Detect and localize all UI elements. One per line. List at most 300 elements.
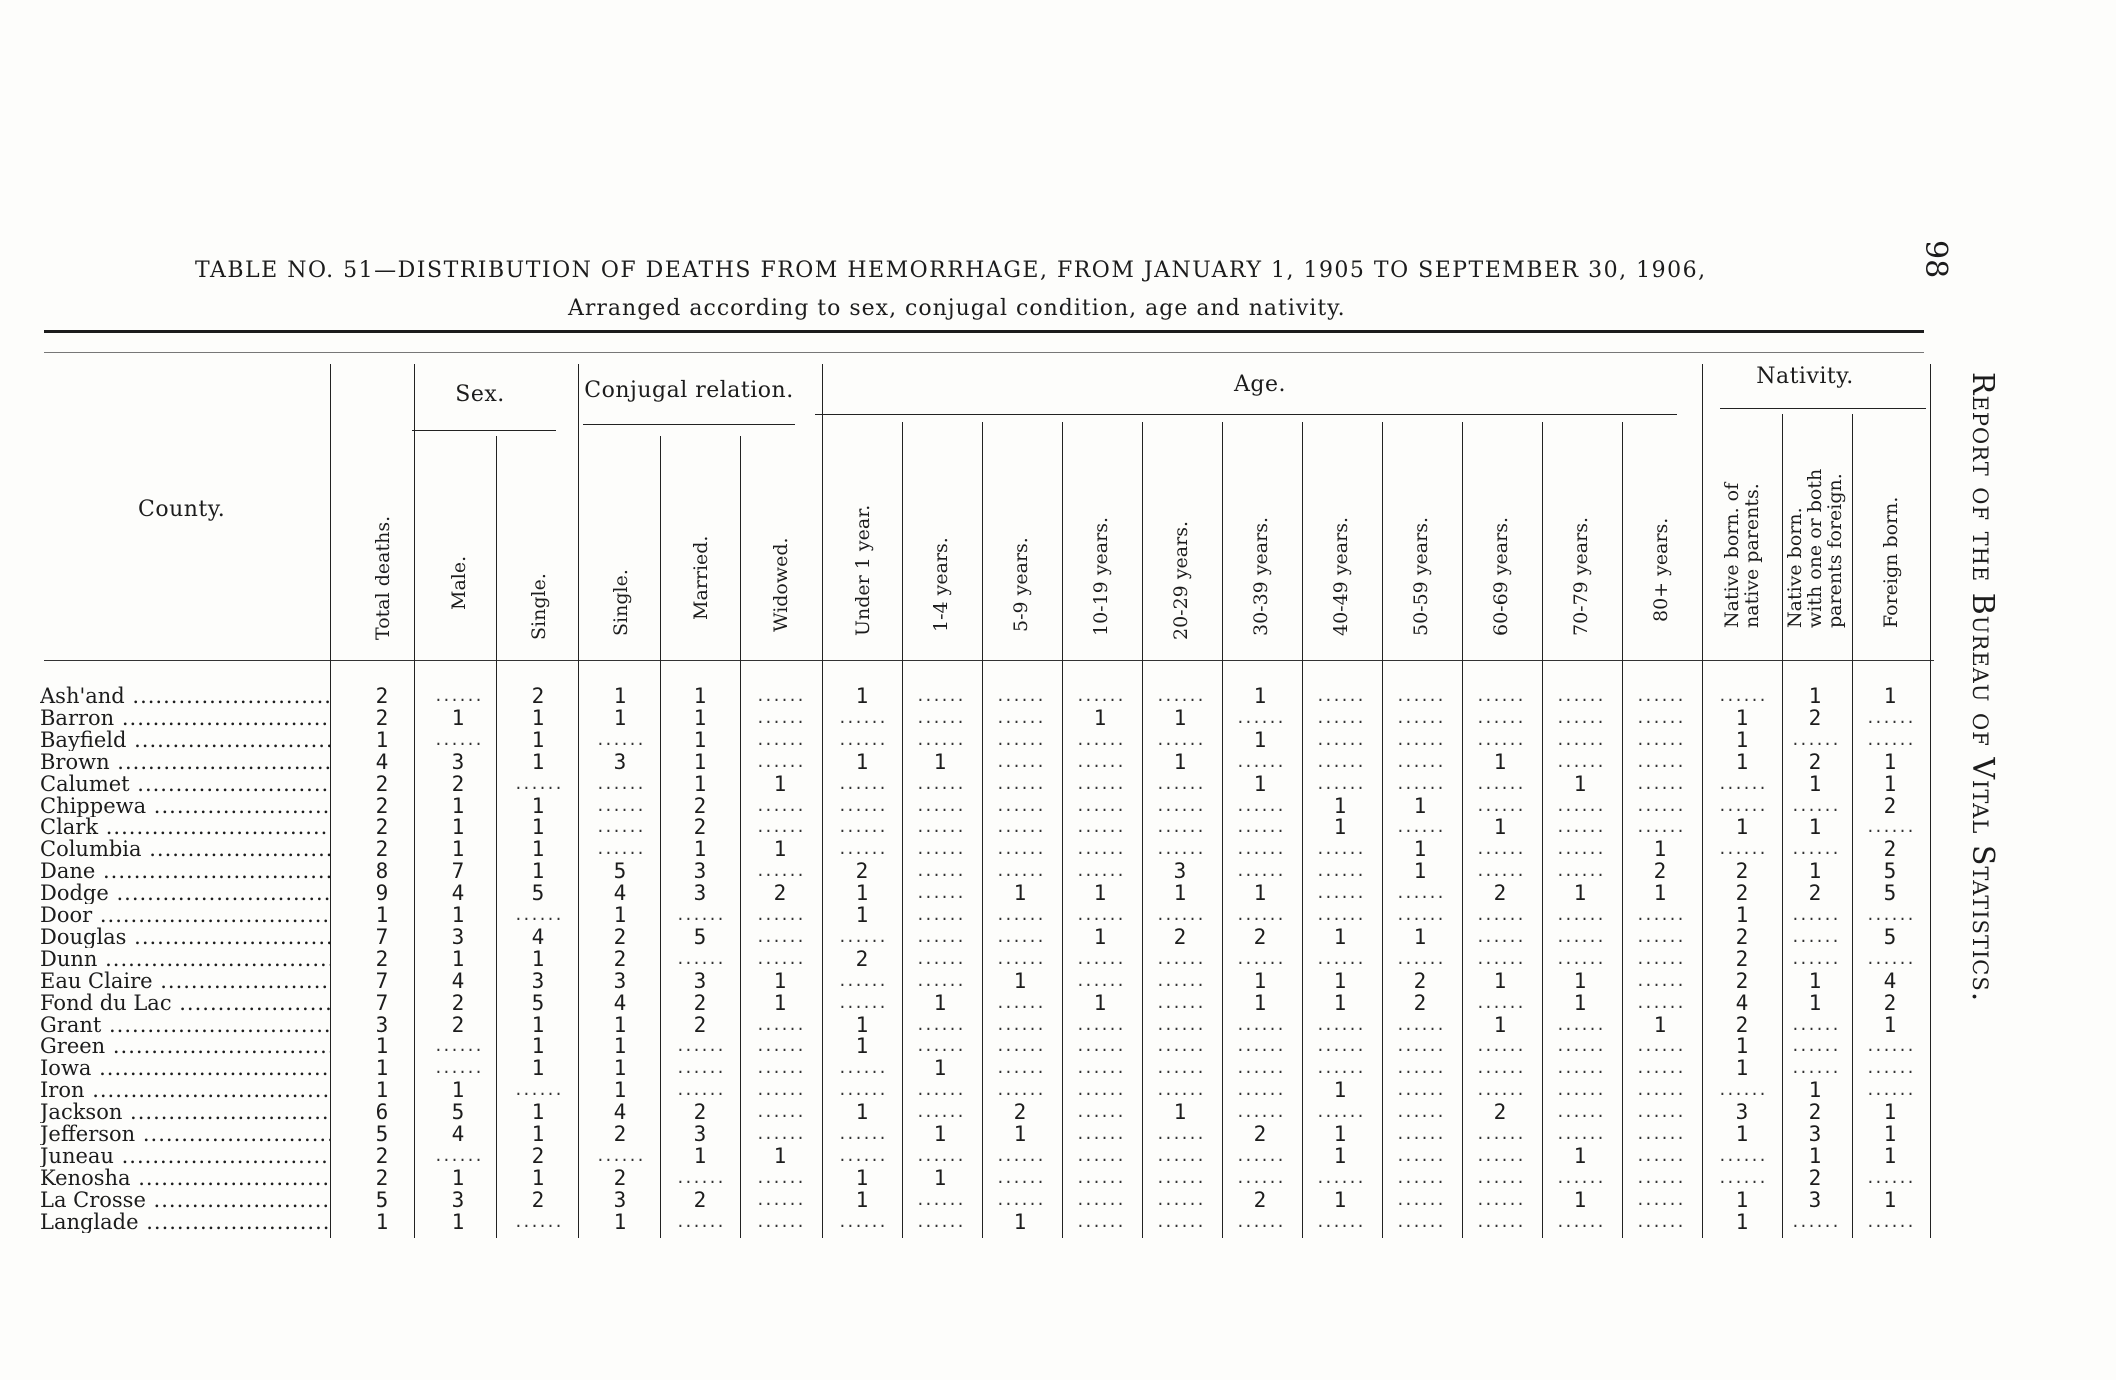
table-cell: 2 bbox=[855, 859, 869, 884]
table-row bbox=[0, 883, 1940, 905]
table-cell: ...... bbox=[1155, 1212, 1205, 1231]
table-cell: 2 bbox=[1493, 881, 1507, 906]
table-cell: ...... bbox=[513, 774, 563, 793]
table-cell: ...... bbox=[995, 1037, 1045, 1056]
table-cell: ...... bbox=[995, 1015, 1045, 1034]
table-cell: ...... bbox=[1235, 796, 1285, 815]
county-name: Barron ..... bbox=[40, 708, 330, 729]
table-cell: 1 bbox=[1883, 1143, 1897, 1168]
table-cell: ...... bbox=[915, 1103, 965, 1122]
table-cell: 2 bbox=[375, 946, 389, 971]
table-cell: ...... bbox=[1865, 1168, 1915, 1187]
table-cell: ...... bbox=[915, 971, 965, 990]
table-cell: 1 bbox=[1333, 1078, 1347, 1103]
table-row bbox=[0, 705, 1940, 730]
table-cell: 2 bbox=[1735, 859, 1749, 884]
table-cell: ...... bbox=[1075, 1037, 1125, 1056]
table-cell: 1 bbox=[1735, 903, 1749, 927]
table-cell: 1 bbox=[1808, 684, 1822, 708]
table-cell: ...... bbox=[915, 884, 965, 903]
table-cell: ...... bbox=[1475, 1037, 1525, 1056]
table-cell: 1 bbox=[1333, 1187, 1347, 1212]
table-cell: 2 bbox=[451, 1012, 465, 1037]
table-cell: ...... bbox=[755, 1190, 805, 1209]
table-cell: ...... bbox=[1235, 1103, 1285, 1122]
table-cell: 3 bbox=[451, 1187, 465, 1212]
table-cell: ...... bbox=[675, 1168, 725, 1187]
table-cell: 1 bbox=[1735, 1056, 1749, 1081]
table-cell: 1 bbox=[1808, 968, 1822, 993]
table-cell: 3 bbox=[451, 749, 465, 774]
table-cell: ...... bbox=[675, 1037, 725, 1056]
table-cell: ...... bbox=[1315, 862, 1365, 881]
nativity-group-rule bbox=[1720, 408, 1926, 409]
table-cell: ...... bbox=[755, 1168, 805, 1187]
table-cell: ...... bbox=[1395, 949, 1445, 968]
table-cell: 3 bbox=[1808, 1187, 1822, 1212]
table-row bbox=[0, 1102, 1940, 1124]
table-cell: ...... bbox=[1635, 906, 1685, 924]
table-cell: ...... bbox=[837, 1081, 887, 1100]
table-cell: ...... bbox=[433, 730, 483, 749]
table-cell: 2 bbox=[1808, 881, 1822, 906]
table-cell: ...... bbox=[1155, 1081, 1205, 1100]
table-cell: ...... bbox=[1475, 862, 1525, 881]
table-cell: ...... bbox=[433, 1037, 483, 1056]
table-cell: 1 bbox=[855, 881, 869, 906]
table-cell: ...... bbox=[837, 708, 887, 727]
table-cell: 5 bbox=[1883, 924, 1897, 949]
table-cell: ...... bbox=[995, 796, 1045, 815]
table-cell: ...... bbox=[1315, 687, 1365, 705]
table-cell: ...... bbox=[1635, 971, 1685, 990]
table-subtitle: Arranged according to sex, conjugal condition, age and nativity. bbox=[568, 296, 1346, 321]
running-head: Report of the Bureau of Vital Statistics. bbox=[1965, 372, 2000, 1003]
table-cell: ...... bbox=[915, 1146, 965, 1165]
conjugal-group-rule bbox=[583, 424, 795, 425]
table-row bbox=[0, 817, 1940, 839]
table-cell: ...... bbox=[1075, 1103, 1125, 1122]
table-cell: ...... bbox=[433, 687, 483, 705]
table-cell: ...... bbox=[1075, 1059, 1125, 1078]
county-name: Fond du Lac ..... bbox=[40, 993, 330, 1014]
table-cell: 5 bbox=[1883, 859, 1897, 884]
table-cell: 1 bbox=[1735, 1122, 1749, 1146]
county-name: Brown ..... bbox=[40, 752, 330, 773]
table-cell: ...... bbox=[1717, 1081, 1767, 1100]
table-cell: 1 bbox=[531, 727, 545, 752]
table-cell: 1 bbox=[1253, 771, 1267, 796]
table-cell: ...... bbox=[837, 796, 887, 815]
table-cell: 1 bbox=[451, 1078, 465, 1103]
table-cell: 1 bbox=[1493, 749, 1507, 774]
table-cell: 2 bbox=[1253, 924, 1267, 949]
table-cell: ...... bbox=[1155, 1168, 1205, 1187]
table-cell: ...... bbox=[1717, 1146, 1767, 1165]
table-cell: ...... bbox=[755, 818, 805, 837]
county-name: La Crosse ..... bbox=[40, 1190, 330, 1211]
table-cell: ...... bbox=[1555, 687, 1605, 705]
table-cell: ...... bbox=[1635, 1168, 1685, 1187]
table-cell: ...... bbox=[755, 1059, 805, 1078]
table-cell: 1 bbox=[773, 837, 787, 862]
table-cell: ...... bbox=[1075, 906, 1125, 924]
table-cell: 1 bbox=[693, 1143, 707, 1168]
table-cell: ...... bbox=[1555, 1103, 1605, 1122]
table-cell: ...... bbox=[1475, 906, 1525, 924]
table-cell: ...... bbox=[1075, 1168, 1125, 1187]
table-cell: ...... bbox=[1155, 840, 1205, 859]
table-cell: 1 bbox=[1808, 859, 1822, 884]
table-cell: 1 bbox=[531, 859, 545, 884]
table-cell: ...... bbox=[1475, 774, 1525, 793]
county-name: Columbia ..... bbox=[40, 839, 330, 860]
table-cell: ...... bbox=[1155, 1059, 1205, 1078]
table-cell: ...... bbox=[995, 840, 1045, 859]
column-header-label: Male. bbox=[448, 555, 470, 610]
table-cell: ...... bbox=[1790, 1059, 1840, 1078]
table-cell: 2 bbox=[1808, 705, 1822, 730]
table-cell: ...... bbox=[1635, 687, 1685, 705]
table-cell: 2 bbox=[855, 946, 869, 971]
table-cell: ...... bbox=[837, 730, 887, 749]
table-row bbox=[0, 1080, 1940, 1102]
table-cell: ...... bbox=[1790, 796, 1840, 815]
table-cell: 5 bbox=[613, 859, 627, 884]
table-cell: 1 bbox=[1573, 881, 1587, 906]
table-row bbox=[0, 861, 1940, 883]
table-cell: 1 bbox=[1173, 705, 1187, 730]
table-cell: 1 bbox=[375, 1209, 389, 1234]
table-cell: ...... bbox=[1717, 687, 1767, 705]
table-cell: ...... bbox=[1155, 993, 1205, 1012]
table-cell: 1 bbox=[1253, 968, 1267, 993]
table-cell: 2 bbox=[531, 1187, 545, 1212]
table-cell: ...... bbox=[1235, 1015, 1285, 1034]
table-cell: 3 bbox=[613, 749, 627, 774]
column-header-label: 60-69 years. bbox=[1490, 517, 1512, 636]
table-cell: 3 bbox=[1173, 859, 1187, 884]
table-cell: 2 bbox=[1253, 1122, 1267, 1146]
table-row bbox=[0, 839, 1940, 861]
table-cell: ...... bbox=[995, 1059, 1045, 1078]
table-cell: ...... bbox=[595, 1146, 645, 1165]
table-cell: 3 bbox=[531, 968, 545, 993]
table-cell: ...... bbox=[1475, 927, 1525, 946]
table-cell: 2 bbox=[693, 815, 707, 840]
table-cell: ...... bbox=[1475, 730, 1525, 749]
table-cell: ...... bbox=[1075, 971, 1125, 990]
table-cell: ...... bbox=[1235, 1168, 1285, 1187]
column-header-label: Single. bbox=[610, 569, 632, 636]
column-header-label: 30-39 years. bbox=[1250, 517, 1272, 636]
table-cell: ...... bbox=[1555, 840, 1605, 859]
table-cell: ...... bbox=[1635, 1059, 1685, 1078]
table-cell: 2 bbox=[375, 793, 389, 818]
table-cell: 2 bbox=[531, 684, 545, 708]
table-cell: ...... bbox=[995, 1081, 1045, 1100]
column-header-label: Total deaths. bbox=[372, 515, 394, 640]
table-cell: ...... bbox=[755, 796, 805, 815]
table-cell: 1 bbox=[773, 990, 787, 1015]
table-cell: 2 bbox=[1808, 749, 1822, 774]
table-cell: 1 bbox=[1735, 1187, 1749, 1212]
table-cell: ...... bbox=[915, 949, 965, 968]
table-cell: ...... bbox=[1395, 884, 1445, 903]
table-cell: 1 bbox=[1013, 968, 1027, 993]
table-cell: ...... bbox=[1790, 1212, 1840, 1231]
county-name: Clark ..... bbox=[40, 817, 330, 838]
table-cell: 1 bbox=[693, 837, 707, 862]
table-cell: ...... bbox=[513, 1081, 563, 1100]
table-cell: 1 bbox=[1808, 815, 1822, 840]
table-cell: 1 bbox=[613, 903, 627, 927]
table-cell: ...... bbox=[675, 1059, 725, 1078]
table-cell: 3 bbox=[693, 881, 707, 906]
table-cell: 2 bbox=[375, 837, 389, 862]
table-cell: ...... bbox=[1555, 708, 1605, 727]
table-cell: 2 bbox=[1735, 924, 1749, 949]
table-cell: 2 bbox=[773, 881, 787, 906]
table-row bbox=[0, 1143, 1940, 1168]
table-cell: 3 bbox=[693, 859, 707, 884]
table-cell: ...... bbox=[837, 840, 887, 859]
table-cell: 1 bbox=[1573, 990, 1587, 1015]
table-cell: 2 bbox=[1413, 990, 1427, 1015]
table-cell: ...... bbox=[755, 1037, 805, 1056]
table-cell: ...... bbox=[755, 862, 805, 881]
county-name: Bayfield ..... bbox=[40, 730, 330, 751]
table-cell: 2 bbox=[1653, 859, 1667, 884]
column-header-label: 10-19 years. bbox=[1090, 517, 1112, 636]
table-cell: 1 bbox=[375, 1078, 389, 1103]
table-cell: 2 bbox=[1173, 924, 1187, 949]
table-cell: ...... bbox=[433, 1146, 483, 1165]
table-cell: ...... bbox=[675, 906, 725, 924]
table-cell: ...... bbox=[1790, 927, 1840, 946]
table-cell: 2 bbox=[1413, 968, 1427, 993]
table-cell: ...... bbox=[1555, 906, 1605, 924]
sex-group-rule bbox=[412, 430, 556, 431]
table-cell: ...... bbox=[1790, 1015, 1840, 1034]
table-cell: ...... bbox=[1865, 949, 1915, 968]
table-cell: ...... bbox=[1475, 687, 1525, 705]
table-cell: ...... bbox=[1395, 1212, 1445, 1231]
county-name: Eau Claire ..... bbox=[40, 971, 330, 992]
table-cell: 8 bbox=[375, 859, 389, 884]
table-cell: 2 bbox=[1253, 1187, 1267, 1212]
table-cell: ...... bbox=[1075, 1015, 1125, 1034]
table-cell: ...... bbox=[915, 840, 965, 859]
table-row bbox=[0, 905, 1940, 927]
table-cell: ...... bbox=[1235, 906, 1285, 924]
table-cell: 1 bbox=[375, 903, 389, 927]
table-cell: 1 bbox=[1253, 881, 1267, 906]
table-cell: 2 bbox=[375, 705, 389, 730]
table-cell: 1 bbox=[531, 837, 545, 862]
table-cell: 1 bbox=[1573, 1187, 1587, 1212]
table-cell: ...... bbox=[1235, 1037, 1285, 1056]
table-cell: ...... bbox=[1075, 949, 1125, 968]
table-cell: ...... bbox=[1315, 840, 1365, 859]
table-cell: ...... bbox=[675, 1081, 725, 1100]
table-cell: ...... bbox=[1155, 1037, 1205, 1056]
table-cell: 1 bbox=[1253, 684, 1267, 708]
table-cell: ...... bbox=[915, 708, 965, 727]
table-cell: ...... bbox=[1555, 862, 1605, 881]
table-cell: 7 bbox=[375, 990, 389, 1015]
table-cell: ...... bbox=[1475, 796, 1525, 815]
table-cell: ...... bbox=[837, 927, 887, 946]
table-cell: ...... bbox=[1635, 1081, 1685, 1100]
table-cell: 1 bbox=[531, 1122, 545, 1146]
table-cell: ...... bbox=[1235, 752, 1285, 771]
table-cell: ...... bbox=[837, 1212, 887, 1231]
table-cell: 2 bbox=[693, 1187, 707, 1212]
table-cell: 1 bbox=[1413, 924, 1427, 949]
table-cell: 2 bbox=[451, 771, 465, 796]
table-cell: ...... bbox=[1555, 949, 1605, 968]
table-cell: ...... bbox=[1555, 1212, 1605, 1231]
table-cell: 1 bbox=[1735, 1034, 1749, 1059]
table-cell: ...... bbox=[1395, 1125, 1445, 1143]
table-cell: ...... bbox=[1395, 1190, 1445, 1209]
table-cell: 5 bbox=[531, 881, 545, 906]
county-name: Dane ..... bbox=[40, 861, 330, 882]
table-cell: 5 bbox=[531, 990, 545, 1015]
table-cell: ...... bbox=[433, 1059, 483, 1078]
table-cell: ...... bbox=[995, 1146, 1045, 1165]
table-cell: 1 bbox=[1883, 1012, 1897, 1037]
table-cell: 1 bbox=[1883, 749, 1897, 774]
table-cell: 1 bbox=[1883, 684, 1897, 708]
county-name: Iron ..... bbox=[40, 1080, 330, 1101]
table-cell: 1 bbox=[451, 1165, 465, 1190]
table-cell: ...... bbox=[1635, 1190, 1685, 1209]
table-cell: ...... bbox=[1315, 752, 1365, 771]
table-cell: ...... bbox=[1315, 1212, 1365, 1231]
table-cell: ...... bbox=[915, 862, 965, 881]
table-cell: 1 bbox=[375, 1034, 389, 1059]
table-cell: ...... bbox=[1075, 687, 1125, 705]
table-row bbox=[0, 1058, 1940, 1080]
table-cell: 2 bbox=[375, 771, 389, 796]
table-row bbox=[0, 1124, 1940, 1146]
county-name: Dodge ..... bbox=[40, 883, 330, 904]
table-cell: 4 bbox=[531, 924, 545, 949]
table-cell: 1 bbox=[1253, 990, 1267, 1015]
table-cell: ...... bbox=[915, 774, 965, 793]
table-cell: 7 bbox=[375, 924, 389, 949]
table-cell: ...... bbox=[1475, 1081, 1525, 1100]
table-cell: 1 bbox=[531, 1034, 545, 1059]
table-cell: ...... bbox=[1315, 1015, 1365, 1034]
table-cell: 1 bbox=[933, 1165, 947, 1190]
table-cell: ...... bbox=[1155, 971, 1205, 990]
table-cell: 1 bbox=[1333, 793, 1347, 818]
table-cell: 2 bbox=[1808, 1100, 1822, 1125]
table-cell: ...... bbox=[1155, 1190, 1205, 1209]
column-header-label: 70-79 years. bbox=[1570, 517, 1592, 636]
table-cell: ...... bbox=[513, 1212, 563, 1231]
table-cell: ...... bbox=[1235, 1059, 1285, 1078]
table-cell: ...... bbox=[1790, 730, 1840, 749]
table-cell: 1 bbox=[613, 705, 627, 730]
county-name: Iowa ..... bbox=[40, 1058, 330, 1079]
table-cell: ...... bbox=[1315, 884, 1365, 903]
county-name: Langlade ..... bbox=[40, 1212, 330, 1233]
table-cell: ...... bbox=[1475, 708, 1525, 727]
table-cell: ...... bbox=[1155, 1015, 1205, 1034]
table-cell: 1 bbox=[855, 1012, 869, 1037]
table-cell: ...... bbox=[995, 1190, 1045, 1209]
column-header-label: 50-59 years. bbox=[1410, 517, 1432, 636]
table-cell: 1 bbox=[613, 1209, 627, 1234]
county-name: Grant ..... bbox=[40, 1015, 330, 1036]
table-cell: 3 bbox=[613, 1187, 627, 1212]
table-cell: ...... bbox=[1315, 906, 1365, 924]
table-cell: 1 bbox=[1093, 924, 1107, 949]
table-cell: 1 bbox=[375, 727, 389, 752]
table-cell: 4 bbox=[1883, 968, 1897, 993]
table-row bbox=[0, 1165, 1940, 1190]
county-name: Kenosha ..... bbox=[40, 1168, 330, 1189]
column-header-label: Under 1 year. bbox=[852, 504, 874, 636]
table-cell: ...... bbox=[1395, 1081, 1445, 1100]
table-cell: ...... bbox=[1865, 818, 1915, 837]
column-header-label: Married. bbox=[690, 535, 712, 620]
table-cell: ...... bbox=[915, 796, 965, 815]
table-cell: ...... bbox=[1865, 1037, 1915, 1056]
table-cell: ...... bbox=[1555, 1037, 1605, 1056]
age-group-rule bbox=[815, 414, 1677, 415]
table-cell: ...... bbox=[1865, 1081, 1915, 1100]
table-cell: 1 bbox=[613, 684, 627, 708]
table-cell: 1 bbox=[1883, 1122, 1897, 1146]
page-number: 98 bbox=[1918, 240, 1953, 279]
table-cell: ...... bbox=[1075, 818, 1125, 837]
table-cell: 1 bbox=[1883, 1187, 1897, 1212]
table-cell: 1 bbox=[531, 1100, 545, 1125]
table-cell: 5 bbox=[1883, 881, 1897, 906]
table-cell: 1 bbox=[1653, 881, 1667, 906]
table-cell: ...... bbox=[1865, 1059, 1915, 1078]
table-cell: 7 bbox=[451, 859, 465, 884]
table-cell: 3 bbox=[1808, 1122, 1822, 1146]
column-header-label: Native born. with one or both parents foreign. bbox=[1784, 468, 1846, 628]
table-cell: ...... bbox=[755, 1125, 805, 1143]
table-cell: ...... bbox=[755, 687, 805, 705]
table-cell: 1 bbox=[451, 705, 465, 730]
table-cell: ...... bbox=[1635, 993, 1685, 1012]
county-name: Door ..... bbox=[40, 905, 330, 926]
table-cell: 2 bbox=[693, 1012, 707, 1037]
table-cell: ...... bbox=[995, 862, 1045, 881]
table-cell: ...... bbox=[1475, 1168, 1525, 1187]
table-cell: 3 bbox=[375, 1012, 389, 1037]
table-cell: ...... bbox=[1555, 1015, 1605, 1034]
table-cell: 1 bbox=[531, 705, 545, 730]
table-cell: ...... bbox=[837, 1125, 887, 1143]
table-cell: ...... bbox=[995, 906, 1045, 924]
table-cell: ...... bbox=[1395, 1037, 1445, 1056]
table-cell: 1 bbox=[531, 1012, 545, 1037]
table-cell: ...... bbox=[995, 687, 1045, 705]
table-cell: 1 bbox=[1013, 1209, 1027, 1234]
table-cell: 1 bbox=[1808, 990, 1822, 1015]
table-cell: 1 bbox=[933, 990, 947, 1015]
table-cell: ...... bbox=[1555, 1125, 1605, 1143]
